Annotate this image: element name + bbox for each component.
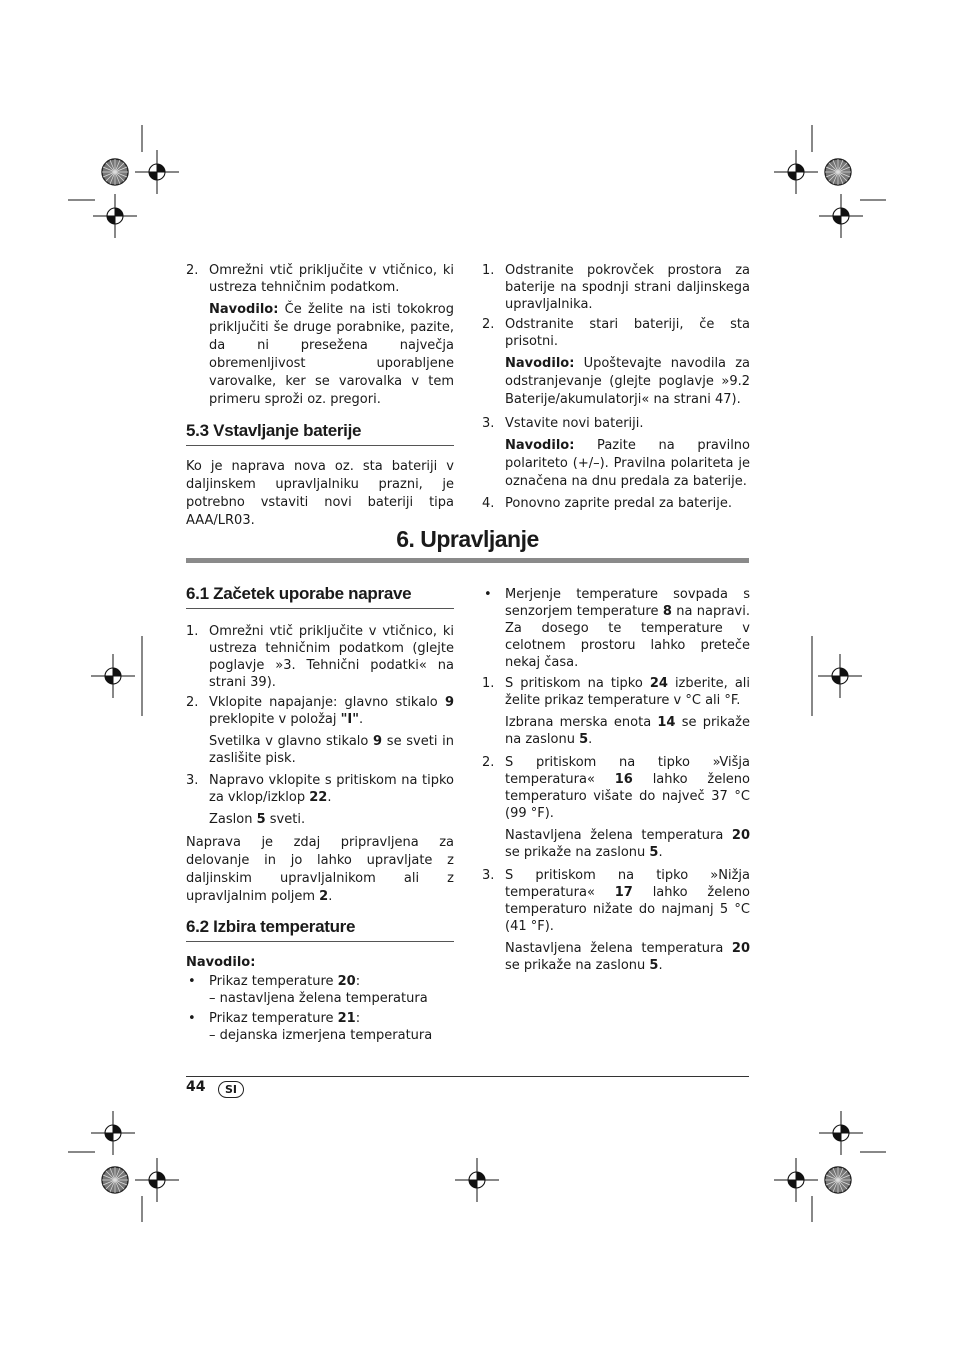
list-item [482, 675, 750, 709]
item-text: lahko želeno temperaturo višate do največ 37 °C (99 °F). [505, 772, 750, 821]
part-ref: 22 [309, 790, 328, 805]
item-text: S pritiskom na tipko »Višja temperatura« [505, 755, 750, 787]
item-number: 2. [482, 755, 495, 770]
item-number: 3. [482, 416, 495, 431]
bullet-dot: • [188, 974, 196, 989]
sub-text-part: se prikaže na zaslonu [505, 958, 650, 973]
sub-text-part: sveti. [265, 812, 306, 827]
item-number: 3. [482, 868, 495, 883]
paragraph-text: Naprava je zdaj pripravljena za delovanje in jo lahko upravljate z daljinskim upravljalnikom ali z upravljalnim poljem [186, 835, 454, 904]
chapter-title: 6. Upravljanje [396, 526, 539, 552]
part-ref: 8 [662, 604, 672, 619]
item-number: 2. [482, 317, 495, 332]
item-text: Napravo vklopite s pritiskom na tipko za vklop/izklop [209, 773, 454, 805]
bullet-dot: • [484, 587, 492, 602]
sub-text-part: se sveti in zaslišite pisk. [209, 734, 454, 766]
language-badge: SI [218, 1081, 244, 1098]
bullet-text: Prikaz temperature [209, 974, 338, 989]
sub-text-part: se prikaže na zaslonu [505, 715, 750, 747]
paragraph: Ko je naprava nova oz. sta bateriji v daljinskem upravljalniku prazni, je potrebno vstaviti novi bateriji tipa AAA/LR03. [186, 459, 454, 528]
list-item [482, 495, 750, 512]
note [482, 355, 750, 409]
note-label [186, 954, 454, 971]
list-item [482, 415, 750, 432]
sub-text-part: Nastavljena želena temperatura [505, 828, 732, 843]
part-ref: 5 [579, 732, 589, 747]
part-ref: 5 [256, 812, 266, 827]
note [186, 301, 454, 409]
section-heading: 5.3 Vstavljanje baterije [186, 422, 454, 446]
sub-text [482, 714, 750, 748]
item-number: 1. [186, 624, 199, 639]
part-ref: 16 [614, 772, 633, 787]
part-ref: 9 [373, 734, 383, 749]
sub-text [482, 827, 750, 861]
note [482, 437, 750, 491]
switch-position: "I" [340, 712, 360, 727]
part-ref: 5 [649, 845, 659, 860]
note-label-text: Navodilo: [186, 955, 256, 970]
bullet-sub: – nastavljena želena temperatura [209, 991, 428, 1006]
item-text: preklopite v položaj [209, 712, 341, 727]
bullet-text: Prikaz temperature [209, 1011, 338, 1026]
sub-text-part: Svetilka v glavno stikalo [209, 734, 374, 749]
bullet-dot: • [188, 1011, 196, 1026]
list-item [186, 772, 454, 806]
sub-text [186, 811, 454, 828]
sub-text-part: . [588, 732, 593, 747]
part-ref: 9 [444, 695, 454, 710]
section-heading: 6.2 Izbira temperature [186, 918, 454, 942]
bottom-left-column [186, 585, 454, 1044]
section-heading: 6.1 Začetek uporabe naprave [186, 585, 454, 609]
item-text: . [359, 712, 364, 727]
item-text: S pritiskom na tipko »Nižja temperatura« [505, 868, 750, 900]
sub-text-part: . [658, 845, 663, 860]
list-item [186, 694, 454, 728]
note-text: Če želite na isti tokokrog priključiti še druge porabnike, pazite, da ni presežena največja obremenljivost uporabljene varovalke, ker se varovalka v tem primeru sproži oz. pregori. [209, 302, 454, 407]
sub-text-part: Izbrana merska enota [505, 715, 658, 730]
sub-text [482, 940, 750, 974]
part-ref: 21 [337, 1011, 356, 1026]
note-label: Navodilo: [505, 438, 575, 453]
list-item [482, 262, 750, 313]
item-text: Vstavite novi bateriji. [505, 416, 644, 431]
list-item [482, 867, 750, 935]
list-item [186, 623, 454, 691]
item-text: Vklopite napajanje: glavno stikalo [209, 695, 445, 710]
sub-text-part: Nastavljena želena temperatura [505, 941, 732, 956]
part-ref: 17 [614, 885, 633, 900]
sub-text [186, 733, 454, 767]
note-label: Navodilo: [209, 302, 279, 317]
item-number: 2. [186, 263, 199, 278]
part-ref: 2 [319, 889, 329, 904]
part-ref: 14 [657, 715, 676, 730]
item-text: lahko želeno temperaturo nižate do najmanj 5 °C (41 °F). [505, 885, 750, 934]
list-item [186, 262, 454, 296]
page-number: 44 [186, 1079, 206, 1095]
bullet-sub: – dejanska izmerjena temperatura [209, 1028, 433, 1043]
list-item [482, 316, 750, 350]
bottom-right-column [482, 586, 750, 977]
item-text: Ponovno zaprite predal za baterije. [505, 496, 732, 511]
note-text: Pazite na pravilno polariteto (+/–). Pravilna polariteta je označena na dnu predala za baterije. [505, 438, 750, 489]
item-text: izberite, ali želite prikaz temperature v °C ali °F. [505, 676, 751, 708]
item-number: 4. [482, 496, 495, 511]
paragraph [186, 834, 454, 906]
footer-rule [186, 1076, 749, 1077]
list-item [482, 754, 750, 822]
item-number: 2. [186, 695, 199, 710]
sub-text-part: Zaslon [209, 812, 257, 827]
top-left-column [186, 262, 454, 530]
sub-text-part: se prikaže na zaslonu [505, 845, 650, 860]
part-ref: 20 [337, 974, 356, 989]
bullet-item [482, 586, 750, 671]
part-ref: 20 [731, 828, 750, 843]
top-right-column [482, 262, 750, 515]
item-text: . [327, 790, 332, 805]
sub-text-part: . [658, 958, 663, 973]
paragraph-text: . [328, 889, 333, 904]
bullet-text: Merjenje temperature sovpada s senzorjem temperature [505, 587, 750, 619]
part-ref: 20 [731, 941, 750, 956]
item-number: 1. [482, 263, 495, 278]
item-text: Odstranite pokrovček prostora za baterije na spodnji strani daljinskega upravljalnika. [505, 263, 750, 312]
bullet-text: : [355, 1011, 361, 1026]
part-ref: 5 [649, 958, 659, 973]
item-text: Odstranite stari bateriji, če sta prisotni. [505, 317, 750, 349]
chapter-rule [186, 558, 749, 563]
item-text: S pritiskom na tipko [505, 676, 650, 691]
bullet-text: : [355, 974, 361, 989]
note-label: Navodilo: [505, 356, 575, 371]
bullet-text: na napravi. Za dosego te temperature v celotnem prostoru lahko preteče nekaj časa. [505, 604, 750, 670]
item-text: Omrežni vtič priključite v vtičnico, ki ustreza tehničnim podatkom (glejte poglavje »3. Tehnični podatki« na strani 39). [209, 624, 454, 690]
bullet-item [186, 1010, 454, 1044]
item-number: 1. [482, 676, 495, 691]
item-text: Omrežni vtič priključite v vtičnico, ki ustreza tehničnim podatkom. [209, 263, 454, 295]
bullet-item [186, 973, 454, 1007]
note-text: Upoštevajte navodila za odstranjevanje (glejte poglavje »9.2 Baterije/akumulatorji« na strani 47). [505, 356, 750, 407]
item-number: 3. [186, 773, 199, 788]
part-ref: 24 [649, 676, 668, 691]
